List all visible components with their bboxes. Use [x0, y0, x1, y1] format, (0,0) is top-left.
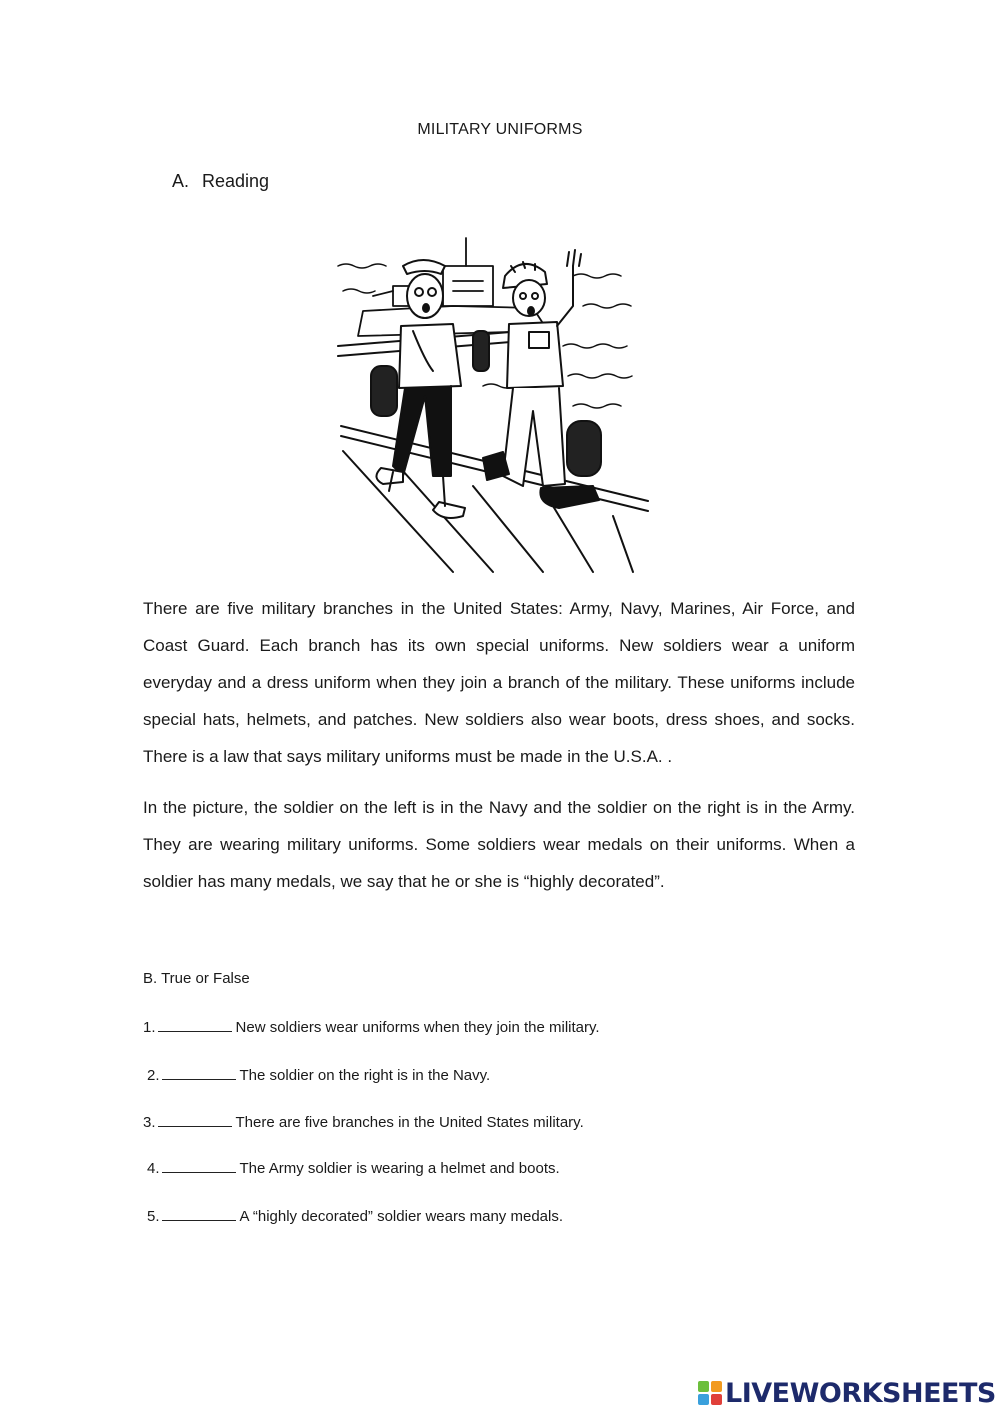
question-number: 1. — [143, 1019, 156, 1036]
question-item — [147, 1158, 560, 1177]
answer-blank[interactable] — [162, 1158, 236, 1173]
section-a-label: Reading — [202, 171, 270, 191]
question-text: A “highly decorated” soldier wears many medals. — [239, 1208, 563, 1225]
liveworksheets-logo-icon — [697, 1380, 723, 1406]
sailor-and-soldier-illustration — [333, 236, 653, 574]
question-text: The soldier on the right is in the Navy. — [239, 1067, 491, 1084]
question-item — [143, 1017, 600, 1036]
question-item — [147, 1065, 490, 1084]
section-a-number: A. — [172, 171, 190, 191]
reading-paragraph-1: There are five military branches in the United States: Army, Navy, Marines, Air Force, and Coast Guard. Each branch has its own special uniforms. New soldiers wear a uniform everyday and a dress uniform when they join a branch of the military. These uniforms include special hats, helmets, and patches. New soldiers also wear boots, dress shoes, and socks. There is a law that says military uniforms must be made in the U.S.A. . — [143, 599, 855, 766]
question-text: There are five branches in the United States military. — [235, 1114, 584, 1131]
brand-name: LIVEWORKSHEETS — [725, 1377, 996, 1409]
answer-blank[interactable] — [158, 1112, 232, 1127]
section-a-heading — [172, 171, 269, 192]
reading-paragraph-2: In the picture, the soldier on the left is in the Navy and the soldier on the right is in the Army. They are wearing military uniforms. Some soldiers wear medals on their uniforms. When a soldier has many medals, we say that he or she is “highly decorated”. — [143, 798, 855, 891]
question-item — [147, 1206, 563, 1225]
question-text: The Army soldier is wearing a helmet and boots. — [239, 1160, 560, 1177]
question-text: New soldiers wear uniforms when they join the military. — [235, 1019, 600, 1036]
question-number: 3. — [143, 1114, 156, 1131]
question-item — [143, 1112, 584, 1131]
question-number: 2. — [147, 1067, 160, 1084]
liveworksheets-brand[interactable] — [697, 1378, 996, 1408]
answer-blank[interactable] — [158, 1017, 232, 1032]
question-number: 4. — [147, 1160, 160, 1177]
answer-blank[interactable] — [162, 1206, 236, 1221]
page-title: MILITARY UNIFORMS — [417, 121, 583, 138]
question-number: 5. — [147, 1208, 160, 1225]
answer-blank[interactable] — [162, 1065, 236, 1080]
section-b-heading: B. True or False — [143, 970, 250, 987]
